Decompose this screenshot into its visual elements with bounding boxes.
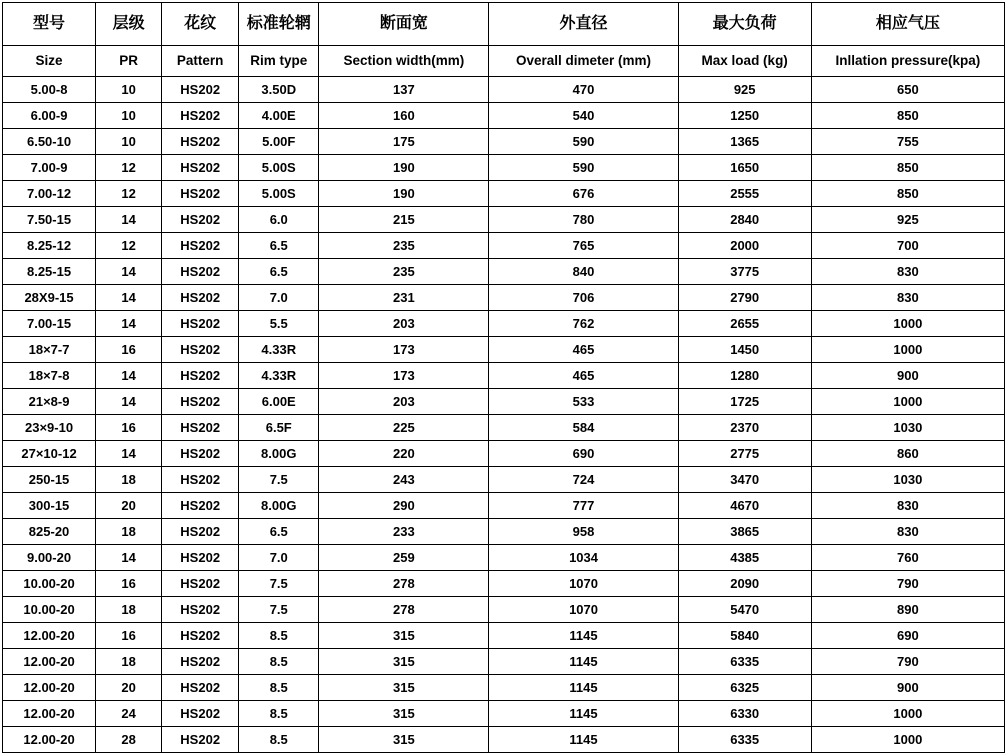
- column-header-en: Max load (kg): [678, 46, 811, 77]
- table-row: [3, 727, 1005, 753]
- table-cell: 259: [319, 545, 489, 571]
- table-cell: 21×8-9: [3, 389, 96, 415]
- table-cell: 830: [811, 519, 1004, 545]
- table-cell: 2090: [678, 571, 811, 597]
- table-cell: 243: [319, 467, 489, 493]
- table-cell: HS202: [162, 623, 239, 649]
- table-cell: 12.00-20: [3, 649, 96, 675]
- table-cell: 1030: [811, 415, 1004, 441]
- table-row: [3, 623, 1005, 649]
- table-cell: 3470: [678, 467, 811, 493]
- table-cell: 1034: [489, 545, 678, 571]
- table-cell: 14: [96, 389, 162, 415]
- column-header-cn: 层级: [96, 3, 162, 46]
- table-cell: 175: [319, 129, 489, 155]
- table-cell: 690: [811, 623, 1004, 649]
- table-cell: 1145: [489, 675, 678, 701]
- table-cell: HS202: [162, 597, 239, 623]
- table-row: [3, 233, 1005, 259]
- table-cell: 900: [811, 675, 1004, 701]
- table-cell: 706: [489, 285, 678, 311]
- table-cell: 4670: [678, 493, 811, 519]
- column-header-cn: 断面宽: [319, 3, 489, 46]
- table-cell: 173: [319, 363, 489, 389]
- table-cell: 7.00-9: [3, 155, 96, 181]
- table-cell: 14: [96, 259, 162, 285]
- table-cell: 4385: [678, 545, 811, 571]
- table-cell: 315: [319, 701, 489, 727]
- table-cell: HS202: [162, 311, 239, 337]
- table-cell: 5.00-8: [3, 77, 96, 103]
- table-cell: 1000: [811, 311, 1004, 337]
- table-cell: 465: [489, 337, 678, 363]
- table-cell: 14: [96, 207, 162, 233]
- table-cell: 4.33R: [239, 363, 319, 389]
- table-cell: 18: [96, 597, 162, 623]
- table-cell: 24: [96, 701, 162, 727]
- table-cell: 1280: [678, 363, 811, 389]
- table-cell: 203: [319, 311, 489, 337]
- table-cell: 16: [96, 571, 162, 597]
- table-cell: 225: [319, 415, 489, 441]
- table-cell: 14: [96, 545, 162, 571]
- table-cell: 18×7-7: [3, 337, 96, 363]
- table-cell: 173: [319, 337, 489, 363]
- table-cell: 1650: [678, 155, 811, 181]
- table-cell: 6.5: [239, 233, 319, 259]
- table-cell: 12.00-20: [3, 623, 96, 649]
- table-cell: 1145: [489, 623, 678, 649]
- table-cell: 235: [319, 259, 489, 285]
- table-cell: 28: [96, 727, 162, 753]
- table-cell: 137: [319, 77, 489, 103]
- table-cell: 6.5: [239, 259, 319, 285]
- table-row: [3, 207, 1005, 233]
- table-cell: HS202: [162, 155, 239, 181]
- table-cell: 2840: [678, 207, 811, 233]
- table-cell: 7.00-12: [3, 181, 96, 207]
- table-cell: 1000: [811, 389, 1004, 415]
- table-row: [3, 77, 1005, 103]
- table-cell: HS202: [162, 337, 239, 363]
- table-cell: 6.00E: [239, 389, 319, 415]
- table-cell: 6335: [678, 649, 811, 675]
- table-cell: 215: [319, 207, 489, 233]
- table-cell: 1000: [811, 727, 1004, 753]
- table-cell: 8.5: [239, 727, 319, 753]
- table-cell: 5.00S: [239, 155, 319, 181]
- table-cell: 465: [489, 363, 678, 389]
- table-cell: 7.5: [239, 571, 319, 597]
- table-cell: 5.00F: [239, 129, 319, 155]
- table-cell: 8.00G: [239, 441, 319, 467]
- table-cell: 14: [96, 285, 162, 311]
- table-cell: 830: [811, 259, 1004, 285]
- table-cell: 2790: [678, 285, 811, 311]
- table-cell: 765: [489, 233, 678, 259]
- table-cell: 10.00-20: [3, 571, 96, 597]
- table-cell: HS202: [162, 727, 239, 753]
- table-cell: 10: [96, 77, 162, 103]
- table-cell: 850: [811, 103, 1004, 129]
- table-cell: 18: [96, 467, 162, 493]
- table-row: [3, 285, 1005, 311]
- table-row: [3, 181, 1005, 207]
- table-row: [3, 597, 1005, 623]
- table-cell: 790: [811, 571, 1004, 597]
- column-header-cn: 标准轮辋: [239, 3, 319, 46]
- table-cell: 18×7-8: [3, 363, 96, 389]
- table-cell: 8.5: [239, 623, 319, 649]
- column-header-en: Section width(mm): [319, 46, 489, 77]
- table-cell: 10: [96, 103, 162, 129]
- table-cell: HS202: [162, 389, 239, 415]
- table-cell: 220: [319, 441, 489, 467]
- table-row: [3, 389, 1005, 415]
- table-cell: 840: [489, 259, 678, 285]
- column-header-cn: 最大负荷: [678, 3, 811, 46]
- table-cell: 1000: [811, 337, 1004, 363]
- table-cell: 160: [319, 103, 489, 129]
- table-cell: HS202: [162, 285, 239, 311]
- table-cell: 1030: [811, 467, 1004, 493]
- table-cell: 190: [319, 155, 489, 181]
- table-cell: 760: [811, 545, 1004, 571]
- table-cell: 7.0: [239, 285, 319, 311]
- table-cell: 6.5: [239, 519, 319, 545]
- table-header-row-en: [3, 46, 1005, 77]
- table-cell: 203: [319, 389, 489, 415]
- table-cell: 3865: [678, 519, 811, 545]
- table-cell: HS202: [162, 77, 239, 103]
- tire-specification-table: [2, 2, 1005, 753]
- table-row: [3, 311, 1005, 337]
- table-cell: 850: [811, 181, 1004, 207]
- table-cell: 12: [96, 233, 162, 259]
- table-cell: HS202: [162, 545, 239, 571]
- table-cell: 290: [319, 493, 489, 519]
- table-row: [3, 467, 1005, 493]
- table-header-row-cn: [3, 3, 1005, 46]
- table-cell: 584: [489, 415, 678, 441]
- table-cell: 18: [96, 519, 162, 545]
- table-cell: 18: [96, 649, 162, 675]
- table-cell: 16: [96, 623, 162, 649]
- table-cell: 700: [811, 233, 1004, 259]
- column-header-cn: 花纹: [162, 3, 239, 46]
- table-cell: 28X9-15: [3, 285, 96, 311]
- table-cell: 1070: [489, 571, 678, 597]
- table-cell: 7.5: [239, 597, 319, 623]
- table-cell: 8.00G: [239, 493, 319, 519]
- table-cell: 10.00-20: [3, 597, 96, 623]
- table-cell: 6335: [678, 727, 811, 753]
- table-cell: HS202: [162, 675, 239, 701]
- table-cell: 16: [96, 337, 162, 363]
- table-cell: 755: [811, 129, 1004, 155]
- table-cell: 23×9-10: [3, 415, 96, 441]
- column-header-en: Pattern: [162, 46, 239, 77]
- table-cell: 6.50-10: [3, 129, 96, 155]
- table-cell: 1725: [678, 389, 811, 415]
- table-cell: 10: [96, 129, 162, 155]
- table-cell: 278: [319, 571, 489, 597]
- table-cell: 12.00-20: [3, 675, 96, 701]
- table-cell: 6325: [678, 675, 811, 701]
- table-cell: 860: [811, 441, 1004, 467]
- column-header-en: Size: [3, 46, 96, 77]
- column-header-en: Inllation pressure(kpa): [811, 46, 1004, 77]
- table-cell: 7.0: [239, 545, 319, 571]
- table-cell: 14: [96, 363, 162, 389]
- table-cell: 1145: [489, 701, 678, 727]
- table-row: [3, 545, 1005, 571]
- table-cell: 2555: [678, 181, 811, 207]
- table-row: [3, 363, 1005, 389]
- table-cell: 12: [96, 155, 162, 181]
- table-cell: 20: [96, 675, 162, 701]
- table-cell: 690: [489, 441, 678, 467]
- column-header-cn: 型号: [3, 3, 96, 46]
- table-cell: 650: [811, 77, 1004, 103]
- table-cell: 5470: [678, 597, 811, 623]
- table-cell: HS202: [162, 415, 239, 441]
- column-header-cn: 外直径: [489, 3, 678, 46]
- table-cell: 16: [96, 415, 162, 441]
- table-cell: 5840: [678, 623, 811, 649]
- table-cell: 825-20: [3, 519, 96, 545]
- table-cell: HS202: [162, 181, 239, 207]
- table-row: [3, 129, 1005, 155]
- table-cell: 8.25-12: [3, 233, 96, 259]
- table-cell: 250-15: [3, 467, 96, 493]
- table-cell: 1450: [678, 337, 811, 363]
- table-cell: HS202: [162, 519, 239, 545]
- table-row: [3, 493, 1005, 519]
- table-cell: 300-15: [3, 493, 96, 519]
- table-row: [3, 415, 1005, 441]
- table-cell: 533: [489, 389, 678, 415]
- table-cell: 233: [319, 519, 489, 545]
- table-cell: 6.0: [239, 207, 319, 233]
- table-cell: 20: [96, 493, 162, 519]
- table-cell: 890: [811, 597, 1004, 623]
- table-cell: HS202: [162, 493, 239, 519]
- table-cell: 724: [489, 467, 678, 493]
- table-cell: 8.5: [239, 649, 319, 675]
- table-cell: 5.00S: [239, 181, 319, 207]
- table-cell: 5.5: [239, 311, 319, 337]
- table-cell: 1145: [489, 727, 678, 753]
- table-cell: 1250: [678, 103, 811, 129]
- table-cell: 190: [319, 181, 489, 207]
- table-cell: 2370: [678, 415, 811, 441]
- column-header-cn: 相应气压: [811, 3, 1004, 46]
- table-row: [3, 103, 1005, 129]
- table-cell: 7.00-15: [3, 311, 96, 337]
- table-cell: 676: [489, 181, 678, 207]
- table-row: [3, 441, 1005, 467]
- table-cell: 6.00-9: [3, 103, 96, 129]
- table-cell: HS202: [162, 649, 239, 675]
- table-row: [3, 259, 1005, 285]
- table-cell: 12: [96, 181, 162, 207]
- table-cell: HS202: [162, 441, 239, 467]
- table-cell: 235: [319, 233, 489, 259]
- table-cell: 2000: [678, 233, 811, 259]
- table-cell: HS202: [162, 467, 239, 493]
- table-cell: 590: [489, 155, 678, 181]
- table-cell: HS202: [162, 207, 239, 233]
- table-cell: 4.00E: [239, 103, 319, 129]
- table-row: [3, 701, 1005, 727]
- table-cell: 1000: [811, 701, 1004, 727]
- table-cell: 777: [489, 493, 678, 519]
- table-cell: 958: [489, 519, 678, 545]
- table-cell: 12.00-20: [3, 701, 96, 727]
- table-cell: HS202: [162, 103, 239, 129]
- table-cell: 6.5F: [239, 415, 319, 441]
- table-row: [3, 649, 1005, 675]
- table-cell: 315: [319, 623, 489, 649]
- table-cell: 790: [811, 649, 1004, 675]
- table-cell: 925: [678, 77, 811, 103]
- table-cell: 8.5: [239, 701, 319, 727]
- spec-sheet: [0, 2, 1007, 747]
- table-cell: 1365: [678, 129, 811, 155]
- table-cell: 762: [489, 311, 678, 337]
- table-cell: 830: [811, 493, 1004, 519]
- table-cell: 27×10-12: [3, 441, 96, 467]
- column-header-en: Overall dimeter (mm): [489, 46, 678, 77]
- table-cell: 14: [96, 311, 162, 337]
- table-cell: 540: [489, 103, 678, 129]
- table-row: [3, 337, 1005, 363]
- table-cell: 7.50-15: [3, 207, 96, 233]
- table-cell: 1145: [489, 649, 678, 675]
- table-cell: 6330: [678, 701, 811, 727]
- table-row: [3, 155, 1005, 181]
- table-cell: 278: [319, 597, 489, 623]
- table-cell: 850: [811, 155, 1004, 181]
- table-cell: 925: [811, 207, 1004, 233]
- table-cell: 315: [319, 675, 489, 701]
- table-cell: 780: [489, 207, 678, 233]
- table-cell: HS202: [162, 259, 239, 285]
- table-cell: 315: [319, 649, 489, 675]
- table-cell: 9.00-20: [3, 545, 96, 571]
- table-row: [3, 675, 1005, 701]
- table-cell: 4.33R: [239, 337, 319, 363]
- table-cell: HS202: [162, 571, 239, 597]
- table-row: [3, 571, 1005, 597]
- table-cell: 231: [319, 285, 489, 311]
- table-cell: 830: [811, 285, 1004, 311]
- table-cell: 7.5: [239, 467, 319, 493]
- table-row: [3, 519, 1005, 545]
- table-cell: 3775: [678, 259, 811, 285]
- table-cell: 12.00-20: [3, 727, 96, 753]
- table-cell: 2775: [678, 441, 811, 467]
- table-cell: HS202: [162, 701, 239, 727]
- table-cell: 1070: [489, 597, 678, 623]
- table-cell: 8.25-15: [3, 259, 96, 285]
- column-header-en: PR: [96, 46, 162, 77]
- table-cell: 2655: [678, 311, 811, 337]
- table-cell: HS202: [162, 129, 239, 155]
- table-cell: 315: [319, 727, 489, 753]
- table-cell: HS202: [162, 363, 239, 389]
- table-cell: 3.50D: [239, 77, 319, 103]
- table-cell: 900: [811, 363, 1004, 389]
- table-cell: 470: [489, 77, 678, 103]
- table-cell: 8.5: [239, 675, 319, 701]
- column-header-en: Rim type: [239, 46, 319, 77]
- table-cell: 14: [96, 441, 162, 467]
- table-cell: HS202: [162, 233, 239, 259]
- table-cell: 590: [489, 129, 678, 155]
